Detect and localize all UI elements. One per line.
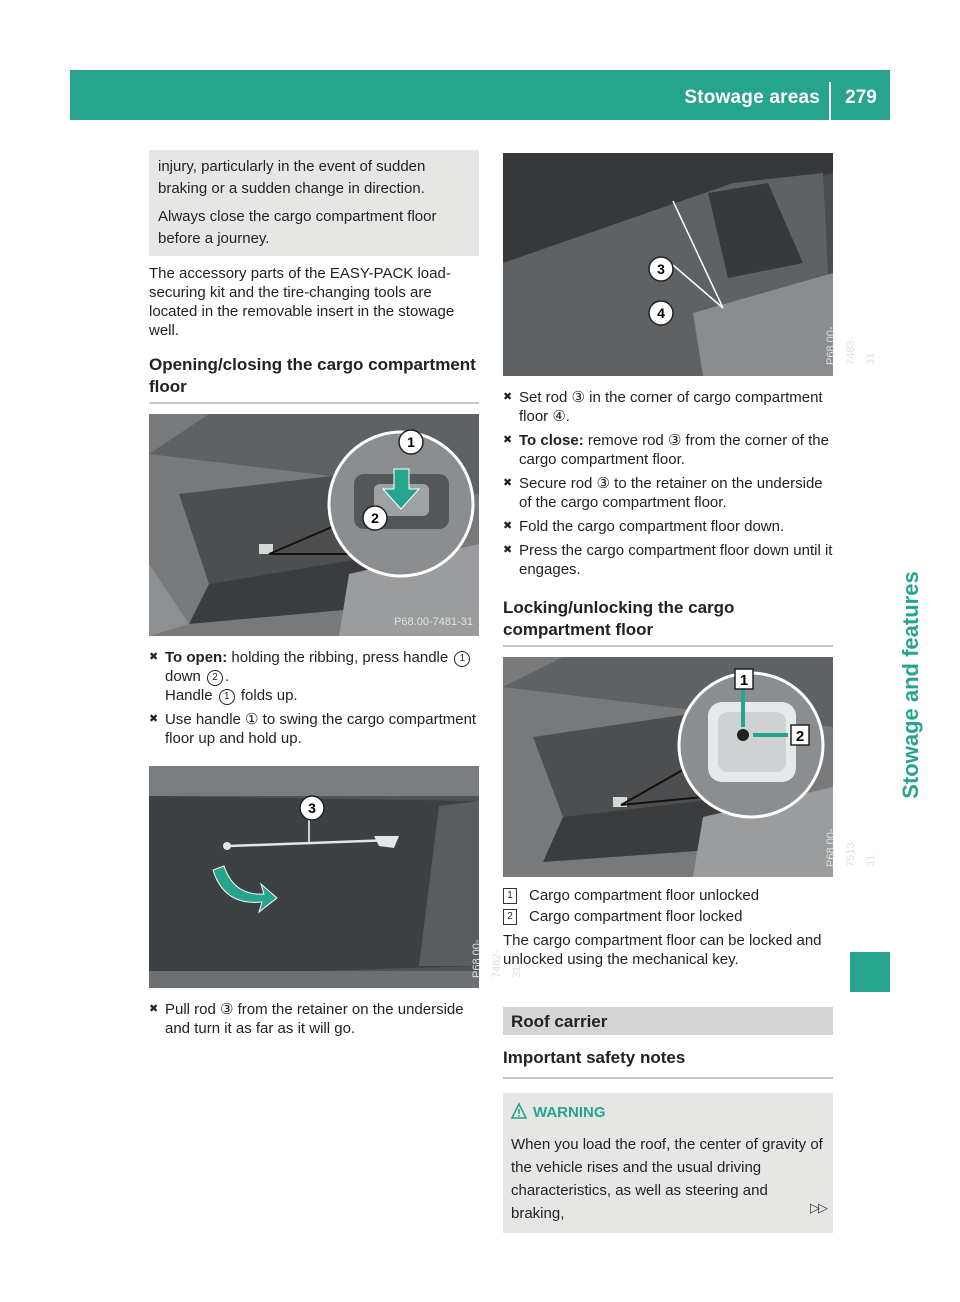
step-text: Set rod ③ in the corner of cargo compartment floor ④.	[519, 389, 823, 425]
figure-code: P68.00-7482-31	[471, 939, 523, 978]
box-text-2: Always close the cargo compartment floor before a journey.	[158, 208, 437, 247]
step-item	[503, 388, 833, 426]
callout-2: 2	[207, 670, 223, 686]
step-text: Fold the cargo compartment floor down.	[519, 518, 785, 535]
figure-code: P68.00-7483-31	[825, 326, 877, 365]
step-text: down	[165, 668, 201, 685]
warning-title-text: WARNING	[533, 1104, 606, 1121]
step-text: Secure rod ③ to the retainer on the underside of the cargo compartment floor.	[519, 475, 823, 511]
rod-steps	[149, 1000, 479, 1038]
warning-box	[503, 1093, 833, 1233]
figure-lock-illustration	[503, 657, 833, 877]
section-heading-locking: Locking/unlocking the cargo compartment floor	[503, 597, 833, 647]
legend-number: 2	[503, 909, 517, 925]
opening-steps	[149, 648, 479, 748]
fig1-callout-1: 1	[407, 434, 415, 450]
step-text: Press the cargo compartment floor down until it engages.	[519, 542, 833, 578]
legend-item	[503, 885, 833, 906]
corner-steps	[503, 388, 833, 579]
section-bar-roof-carrier: Roof carrier	[503, 1007, 833, 1035]
fig3-callout-3: 3	[657, 261, 665, 277]
step-text: .	[225, 668, 230, 685]
intro-paragraph: The accessory parts of the EASY-PACK load-securing kit and the tire-changing tools are located in the removable insert in the stowage well.	[149, 265, 455, 339]
step-text: Handle	[165, 687, 213, 704]
fig4-callout-1: 1	[739, 672, 749, 689]
figure-lock	[503, 657, 877, 877]
chapter-tab-label: Stowage and features	[898, 571, 923, 799]
step-item: ✖ Pull rod ③ from the retainer on the underside and turn it as far as it will go.	[149, 1000, 479, 1038]
fig1-callout-2: 2	[371, 510, 379, 526]
callout-1: 1	[219, 689, 235, 705]
section-heading-opening: Opening/closing the cargo compartment floor	[149, 354, 479, 404]
step-text: folds up.	[240, 687, 298, 704]
legend-item	[503, 906, 833, 927]
header-divider	[829, 82, 831, 120]
figure-code: P68.00-7513-31	[825, 828, 877, 867]
step-item: ✖ Use handle ① to swing the cargo compartment floor up and hold up.	[149, 710, 479, 748]
subheading-safety: Important safety notes	[503, 1047, 833, 1079]
legend-number: 1	[503, 888, 517, 904]
fig3-callout-4: 4	[657, 305, 665, 321]
warning-icon	[511, 1103, 527, 1125]
step-label: To open:	[165, 649, 228, 666]
header-title: Stowage areas	[684, 87, 820, 108]
step-item	[503, 541, 833, 579]
left-column	[149, 150, 523, 1043]
fig2-callout-3: 3	[308, 800, 316, 816]
step-text: remove rod ③ from the corner of the cargo compartment floor.	[519, 432, 829, 468]
chapter-marker	[850, 952, 890, 992]
fig4-callout-2: 2	[795, 728, 805, 745]
warning-text: When you load the roof, the center of gravity of the vehicle rises and the usual driving characteristics, as well as steering and braking,	[511, 1136, 823, 1222]
callout-1: 1	[454, 651, 470, 667]
figure-rod	[149, 766, 523, 988]
figure-code: P68.00-7481-31	[394, 616, 473, 628]
continue-arrows-icon: ▷▷	[810, 1200, 826, 1215]
step-item	[503, 517, 833, 536]
figure-rod-corner	[503, 153, 877, 376]
figure-handle-illustration	[149, 414, 479, 636]
warning-continuation-box	[149, 150, 479, 256]
legend-text: Cargo compartment floor locked	[529, 908, 743, 925]
figure-rod-illustration	[149, 766, 479, 988]
step-label: To close:	[519, 432, 584, 449]
lock-paragraph: The cargo compartment floor can be locked and unlocked using the mechanical key.	[503, 932, 822, 968]
step-text: holding the ribbing, press handle	[231, 649, 449, 666]
page-number: 279	[845, 87, 877, 108]
box-text-1: injury, particularly in the event of sudden braking or a sudden change in direction.	[158, 158, 426, 197]
figure-rod-corner-illustration	[503, 153, 833, 376]
warning-title	[511, 1103, 825, 1125]
step-item	[503, 474, 833, 512]
step-item	[503, 431, 833, 469]
page-header	[70, 70, 890, 120]
figure-handle	[149, 414, 479, 636]
step-item	[149, 648, 479, 705]
legend-text: Cargo compartment floor unlocked	[529, 887, 760, 904]
right-column	[503, 150, 877, 1233]
figure-legend	[503, 885, 833, 927]
